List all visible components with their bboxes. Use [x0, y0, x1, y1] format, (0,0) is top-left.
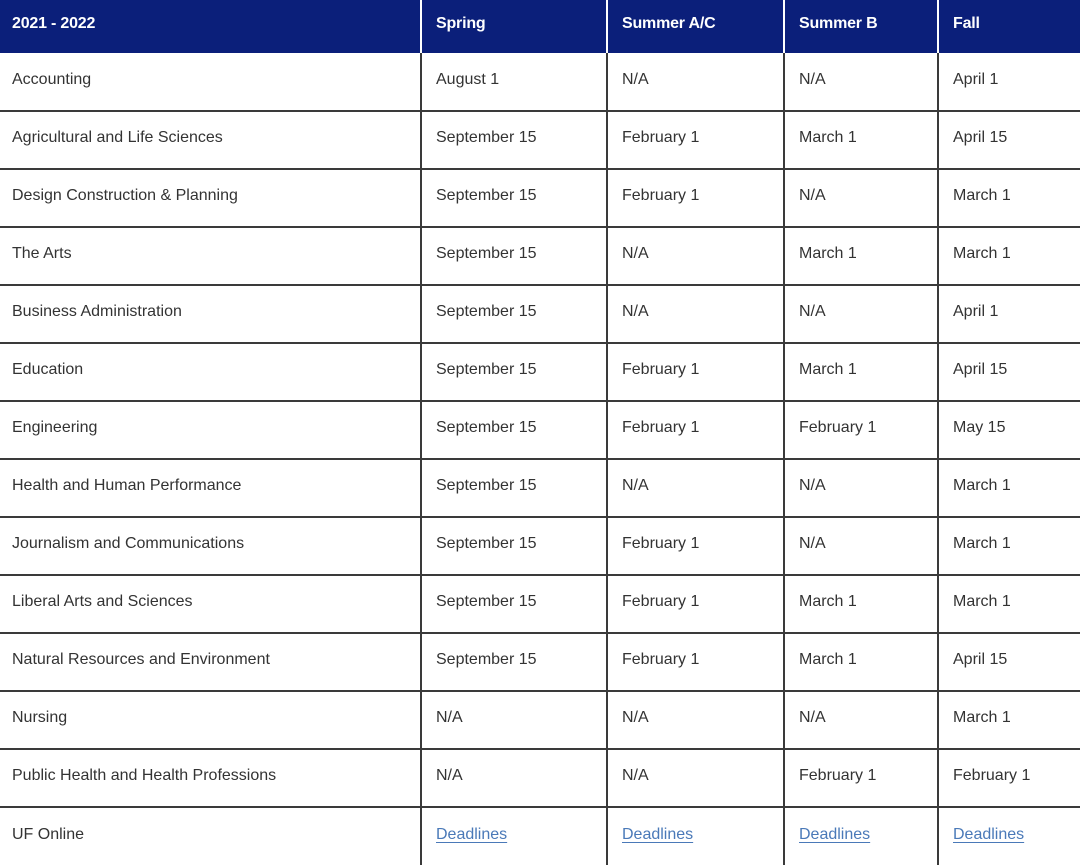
- fall-cell: May 15: [938, 401, 1080, 459]
- table-row: [0, 169, 1080, 227]
- fall-cell: March 1: [938, 169, 1080, 227]
- summer-b-cell: March 1: [784, 111, 938, 169]
- spring-cell: September 15: [421, 401, 607, 459]
- table-row: [0, 343, 1080, 401]
- college-cell: Nursing: [0, 691, 421, 749]
- summer-b-cell: N/A: [784, 53, 938, 111]
- summer-ac-cell: N/A: [607, 227, 784, 285]
- header-summer-ac: Summer A/C: [607, 0, 784, 53]
- summer-b-cell: March 1: [784, 633, 938, 691]
- deadlines-link[interactable]: Deadlines: [622, 825, 694, 843]
- fall-cell: February 1: [938, 749, 1080, 807]
- summer-ac-cell: February 1: [607, 343, 784, 401]
- fall-cell: April 15: [938, 633, 1080, 691]
- college-cell: The Arts: [0, 227, 421, 285]
- table-row: [0, 749, 1080, 807]
- summer-ac-cell: N/A: [607, 285, 784, 343]
- table-row: [0, 517, 1080, 575]
- table-row: [0, 285, 1080, 343]
- fall-cell: March 1: [938, 227, 1080, 285]
- summer-b-cell: N/A: [784, 459, 938, 517]
- fall-cell: April 15: [938, 111, 1080, 169]
- table-row: [0, 575, 1080, 633]
- spring-cell: September 15: [421, 227, 607, 285]
- spring-cell: September 15: [421, 517, 607, 575]
- deadlines-link[interactable]: Deadlines: [436, 825, 508, 843]
- college-cell: Business Administration: [0, 285, 421, 343]
- summer-b-cell: [784, 807, 938, 865]
- summer-b-cell: March 1: [784, 575, 938, 633]
- college-cell: Health and Human Performance: [0, 459, 421, 517]
- table-row: [0, 401, 1080, 459]
- spring-cell: September 15: [421, 459, 607, 517]
- summer-b-cell: N/A: [784, 169, 938, 227]
- fall-cell: April 1: [938, 285, 1080, 343]
- college-cell: Engineering: [0, 401, 421, 459]
- summer-ac-cell: February 1: [607, 633, 784, 691]
- summer-b-cell: March 1: [784, 343, 938, 401]
- deadlines-link[interactable]: Deadlines: [799, 825, 871, 843]
- spring-cell: September 15: [421, 343, 607, 401]
- table-row: [0, 633, 1080, 691]
- summer-ac-cell: N/A: [607, 53, 784, 111]
- college-cell: Natural Resources and Environment: [0, 633, 421, 691]
- college-cell: Journalism and Communications: [0, 517, 421, 575]
- college-cell: Accounting: [12, 70, 92, 88]
- summer-b-cell: N/A: [784, 691, 938, 749]
- header-row: [0, 0, 1080, 53]
- summer-ac-cell: February 1: [607, 401, 784, 459]
- spring-cell: September 15: [421, 285, 607, 343]
- summer-ac-cell: [607, 807, 784, 865]
- table-row: [0, 807, 1080, 865]
- summer-b-cell: N/A: [784, 517, 938, 575]
- summer-ac-cell: N/A: [607, 749, 784, 807]
- college-cell: Public Health and Health Professions: [0, 749, 421, 807]
- header-year: 2021 - 2022: [0, 0, 421, 53]
- summer-ac-cell: N/A: [607, 459, 784, 517]
- fall-cell: [938, 807, 1080, 865]
- summer-ac-cell: February 1: [607, 575, 784, 633]
- spring-cell: September 15: [421, 111, 607, 169]
- college-cell: Design Construction & Planning: [0, 169, 421, 227]
- table-row: [0, 459, 1080, 517]
- fall-cell: April 1: [938, 53, 1080, 111]
- table-row: [0, 227, 1080, 285]
- summer-b-cell: February 1: [784, 749, 938, 807]
- table-body: [0, 53, 1080, 865]
- deadlines-link[interactable]: Deadlines: [953, 825, 1025, 843]
- college-cell: Education: [0, 343, 421, 401]
- summer-ac-cell: February 1: [607, 517, 784, 575]
- spring-cell: N/A: [421, 749, 607, 807]
- header-fall: Fall: [938, 0, 1080, 53]
- college-cell: Liberal Arts and Sciences: [0, 575, 421, 633]
- table-row: [0, 53, 1080, 111]
- spring-cell: September 15: [421, 575, 607, 633]
- spring-cell: September 15: [421, 169, 607, 227]
- summer-b-cell: March 1: [784, 227, 938, 285]
- spring-cell: September 15: [421, 633, 607, 691]
- table-row: [0, 691, 1080, 749]
- summer-ac-cell: N/A: [607, 691, 784, 749]
- header-spring: Spring: [421, 0, 607, 53]
- college-cell: UF Online: [0, 807, 421, 865]
- summer-b-cell: N/A: [784, 285, 938, 343]
- fall-cell: March 1: [938, 517, 1080, 575]
- spring-cell: N/A: [421, 691, 607, 749]
- spring-cell: [421, 807, 607, 865]
- fall-cell: March 1: [938, 691, 1080, 749]
- college-cell: Agricultural and Life Sciences: [0, 111, 421, 169]
- table-row: [0, 111, 1080, 169]
- fall-cell: April 15: [938, 343, 1080, 401]
- fall-cell: March 1: [938, 575, 1080, 633]
- table-header: [0, 0, 1080, 53]
- summer-b-cell: February 1: [784, 401, 938, 459]
- spring-cell: August 1: [421, 53, 607, 111]
- summer-ac-cell: February 1: [607, 111, 784, 169]
- header-summer-b: Summer B: [784, 0, 938, 53]
- fall-cell: March 1: [938, 459, 1080, 517]
- summer-ac-cell: February 1: [607, 169, 784, 227]
